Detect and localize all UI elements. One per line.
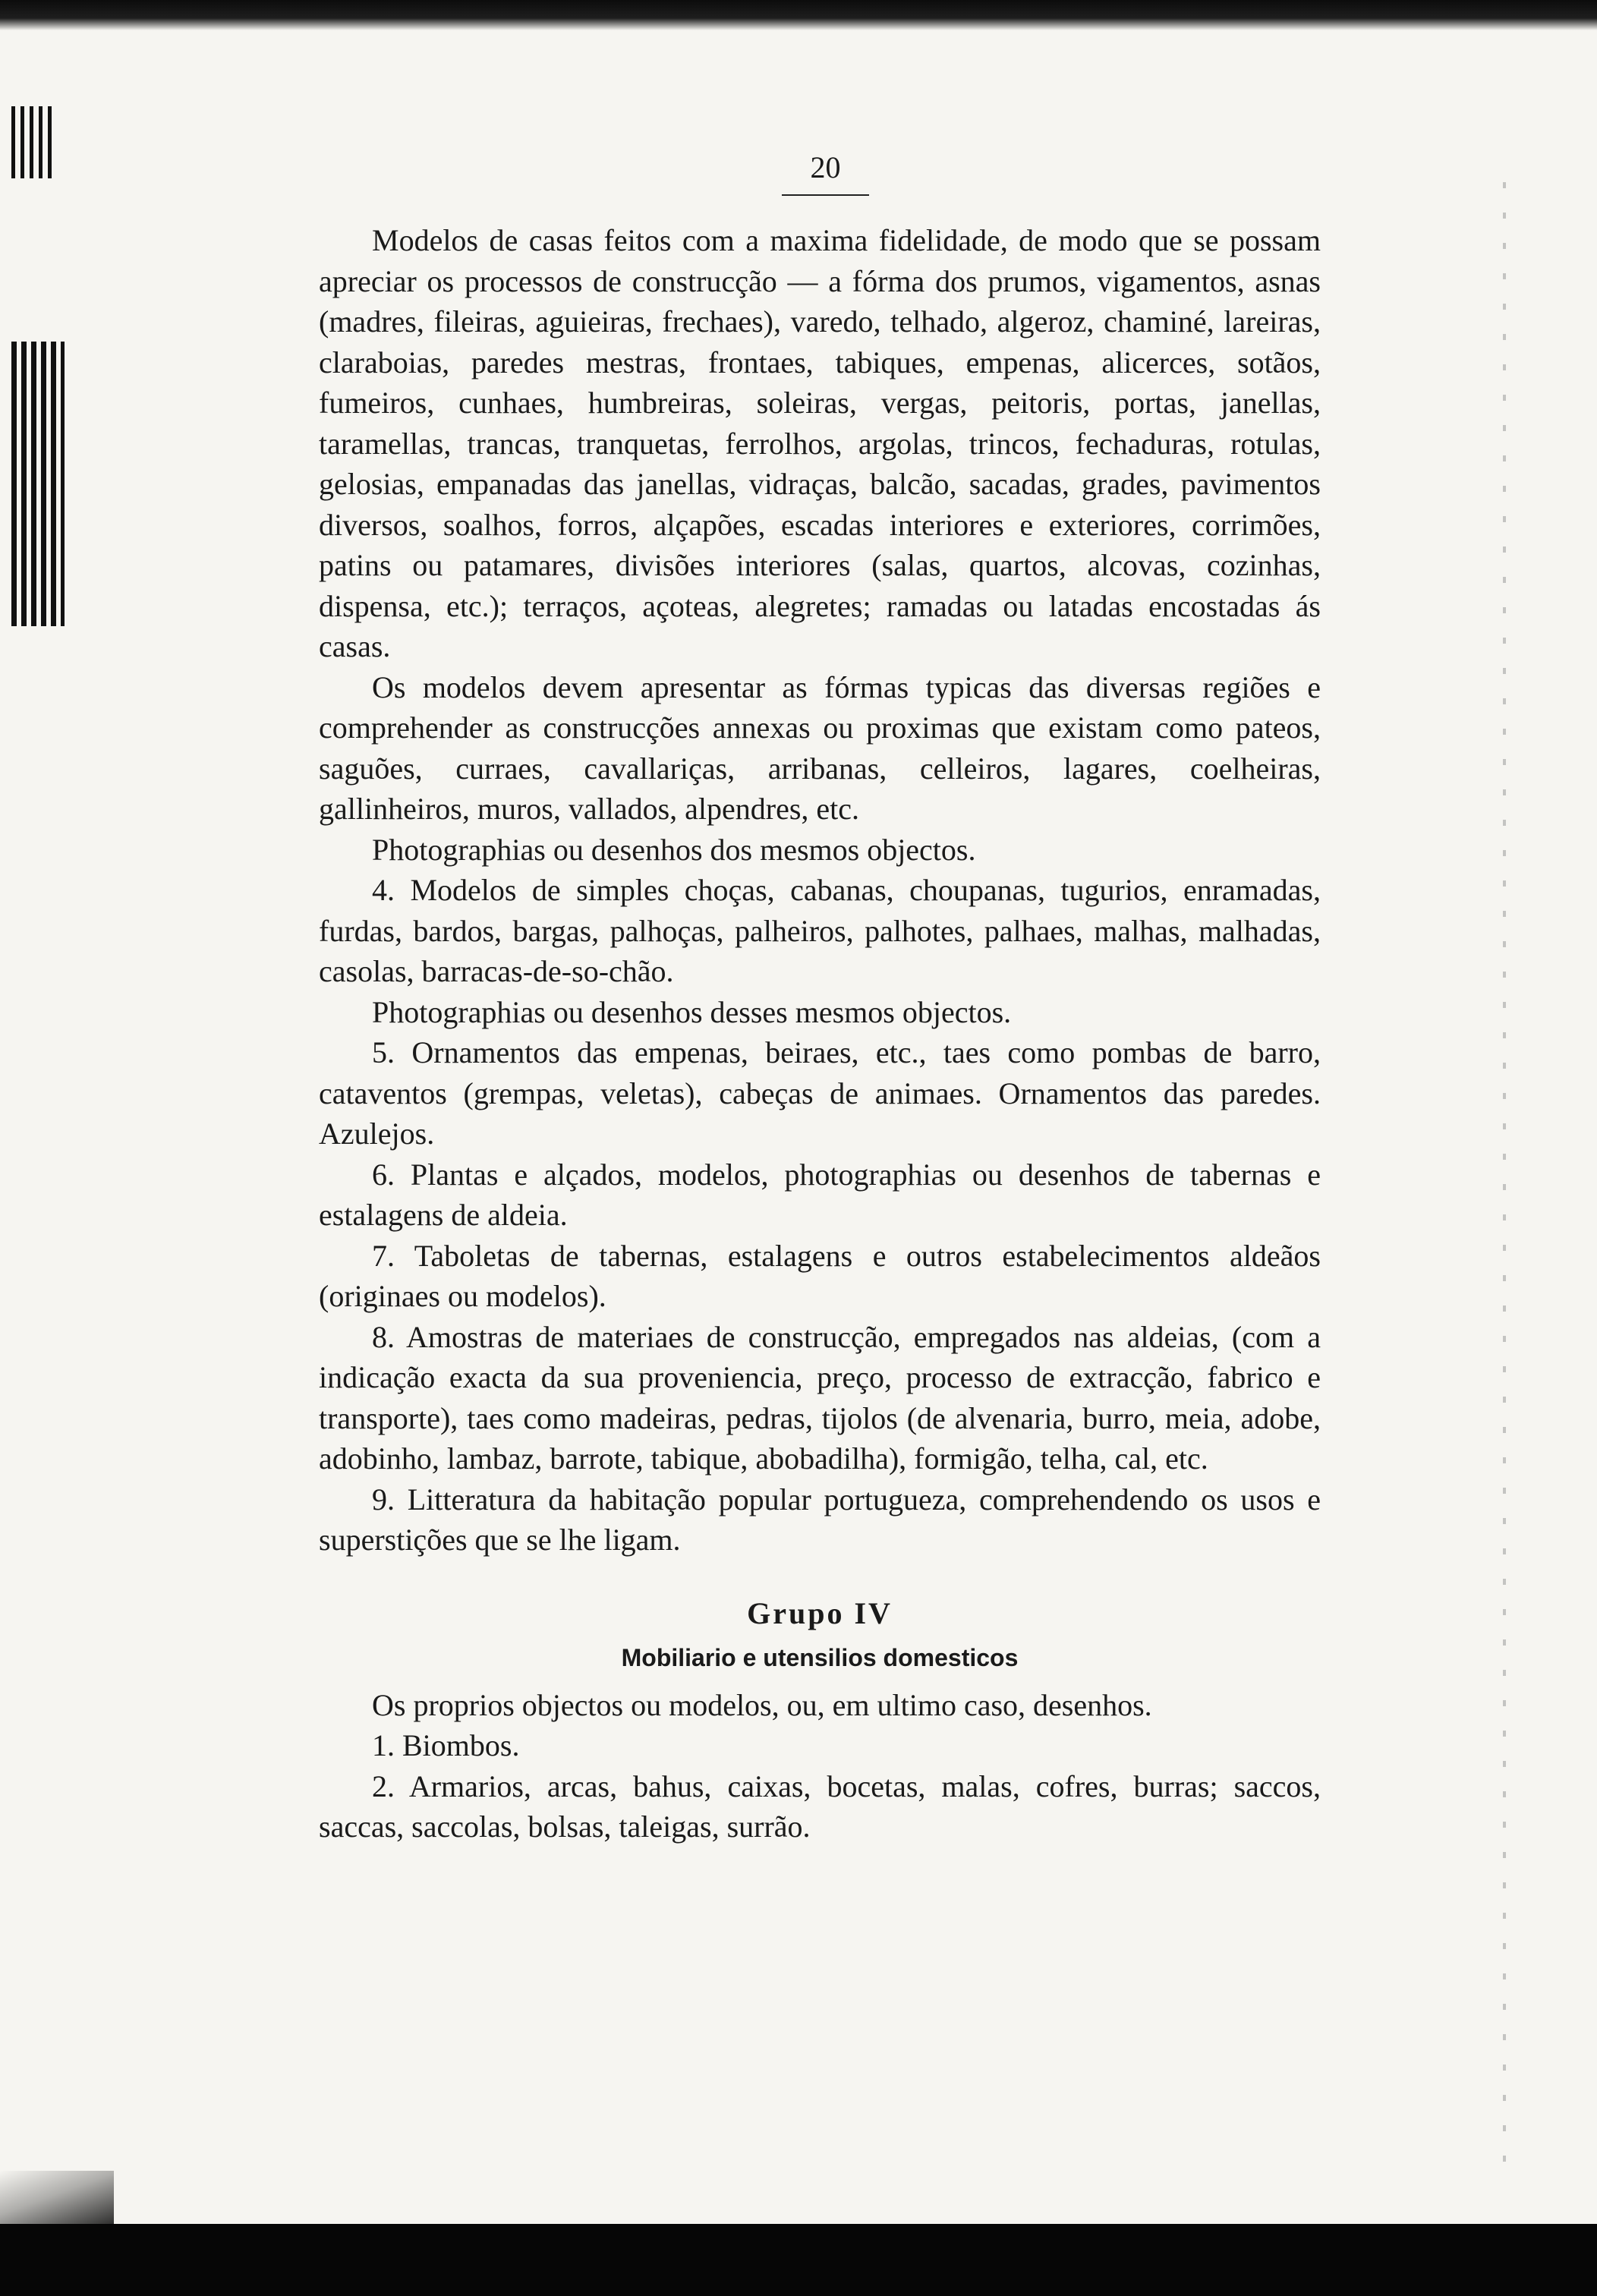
scan-binding-marks-top	[11, 106, 57, 178]
page-body	[319, 220, 1321, 1847]
scan-bottom-edge	[0, 2224, 1597, 2296]
group-title: Grupo IV	[747, 1595, 893, 1630]
page-number: 20	[782, 149, 869, 196]
group-subtitle: Mobiliario e utensilios domesticos	[621, 1643, 1019, 1671]
item-2-armarios: 2. Armarios, arcas, bahus, caixas, bocetas, malas, cofres, burras; saccos, saccas, saccolas, bolsas, taleigas, surrão.	[319, 1768, 1321, 1844]
item-1-biombos: 1. Biombos.	[372, 1728, 520, 1762]
item-5: 5. Ornamentos das empenas, beiraes, etc., taes como pombas de barro, cataventos (grempas, veletas), cabeças de animaes. Ornamentos das paredes. Azulejos.	[319, 1035, 1321, 1151]
item-9: 9. Litteratura da habitação popular portugueza, comprehendendo os usos e superstições que se lhe ligam.	[319, 1482, 1321, 1557]
item-6: 6. Plantas e alçados, modelos, photographias ou desenhos de tabernas e estalagens de aldeia.	[319, 1157, 1321, 1232]
paragraph-photographias-2: Photographias ou desenhos desses mesmos objectos.	[372, 994, 1012, 1029]
item-7: 7. Taboletas de tabernas, estalagens e outros estabelecimentos aldeãos (originaes ou modelos).	[319, 1238, 1321, 1313]
paragraph-proprios-objectos: Os proprios objectos ou modelos, ou, em ultimo caso, desenhos.	[372, 1687, 1152, 1722]
paragraph-photographias-1: Photographias ou desenhos dos mesmos objectos.	[372, 832, 976, 867]
item-4: 4. Modelos de simples choças, cabanas, choupanas, tugurios, enramadas, furdas, bardos, bargas, palhoças, palheiros, palhotes, palhaes, malhas, malhadas, casolas, barracas-de-so-chão.	[319, 873, 1321, 988]
scan-top-edge	[0, 0, 1597, 30]
paragraph-modelos-regioes: Os modelos devem apresentar as fórmas typicas das diversas regiões e comprehender as construcções annexas ou proximas que existam como pateos, saguões, curraes, cavallariças, arribanas, celleiros, lagares, coelheiras, gallinheiros, muros, vallados, alpendres, etc.	[319, 669, 1321, 826]
scan-right-edge	[1503, 182, 1506, 2186]
item-8: 8. Amostras de materiaes de construcção, empregados nas aldeias, (com a indicação exacta da sua proveniencia, preço, processo de extracção, fabrico e transporte), taes como madeiras, pedras, tijolos (de alvenaria, burro, meia, adobe, adobinho, lambaz, barrote, tabique, abobadilha), formigão, telha, cal, etc.	[319, 1319, 1321, 1476]
paragraph-modelos-casas: Modelos de casas feitos com a maxima fidelidade, de modo que se possam apreciar os processos de construcção — a fórma dos prumos, vigamentos, asnas (madres, fileiras, aguieiras, frechaes), varedo, telhado, algeroz, chaminé, lareiras, claraboias, paredes mestras, frontaes, tabiques, empenas, alicerces, sotãos, fumeiros, cunhaes, humbreiras, soleiras, vergas, peitoris, portas, janellas, taramellas, trancas, tranquetas, ferrolhos, argolas, trincos, fechaduras, rotulas, gelosias, empanadas das janellas, vidraças, balcão, sacadas, grades, pavimentos diversos, soalhos, forros, alçapões, escadas interiores e exteriores, corrimões, patins ou patamares, divisões interiores (salas, quartos, alcovas, cozinhas, dispensa, etc.); terraços, açoteas, alegretes; ramadas ou latadas encostadas ás casas.	[319, 223, 1321, 663]
scan-binding-marks-left	[11, 342, 65, 626]
